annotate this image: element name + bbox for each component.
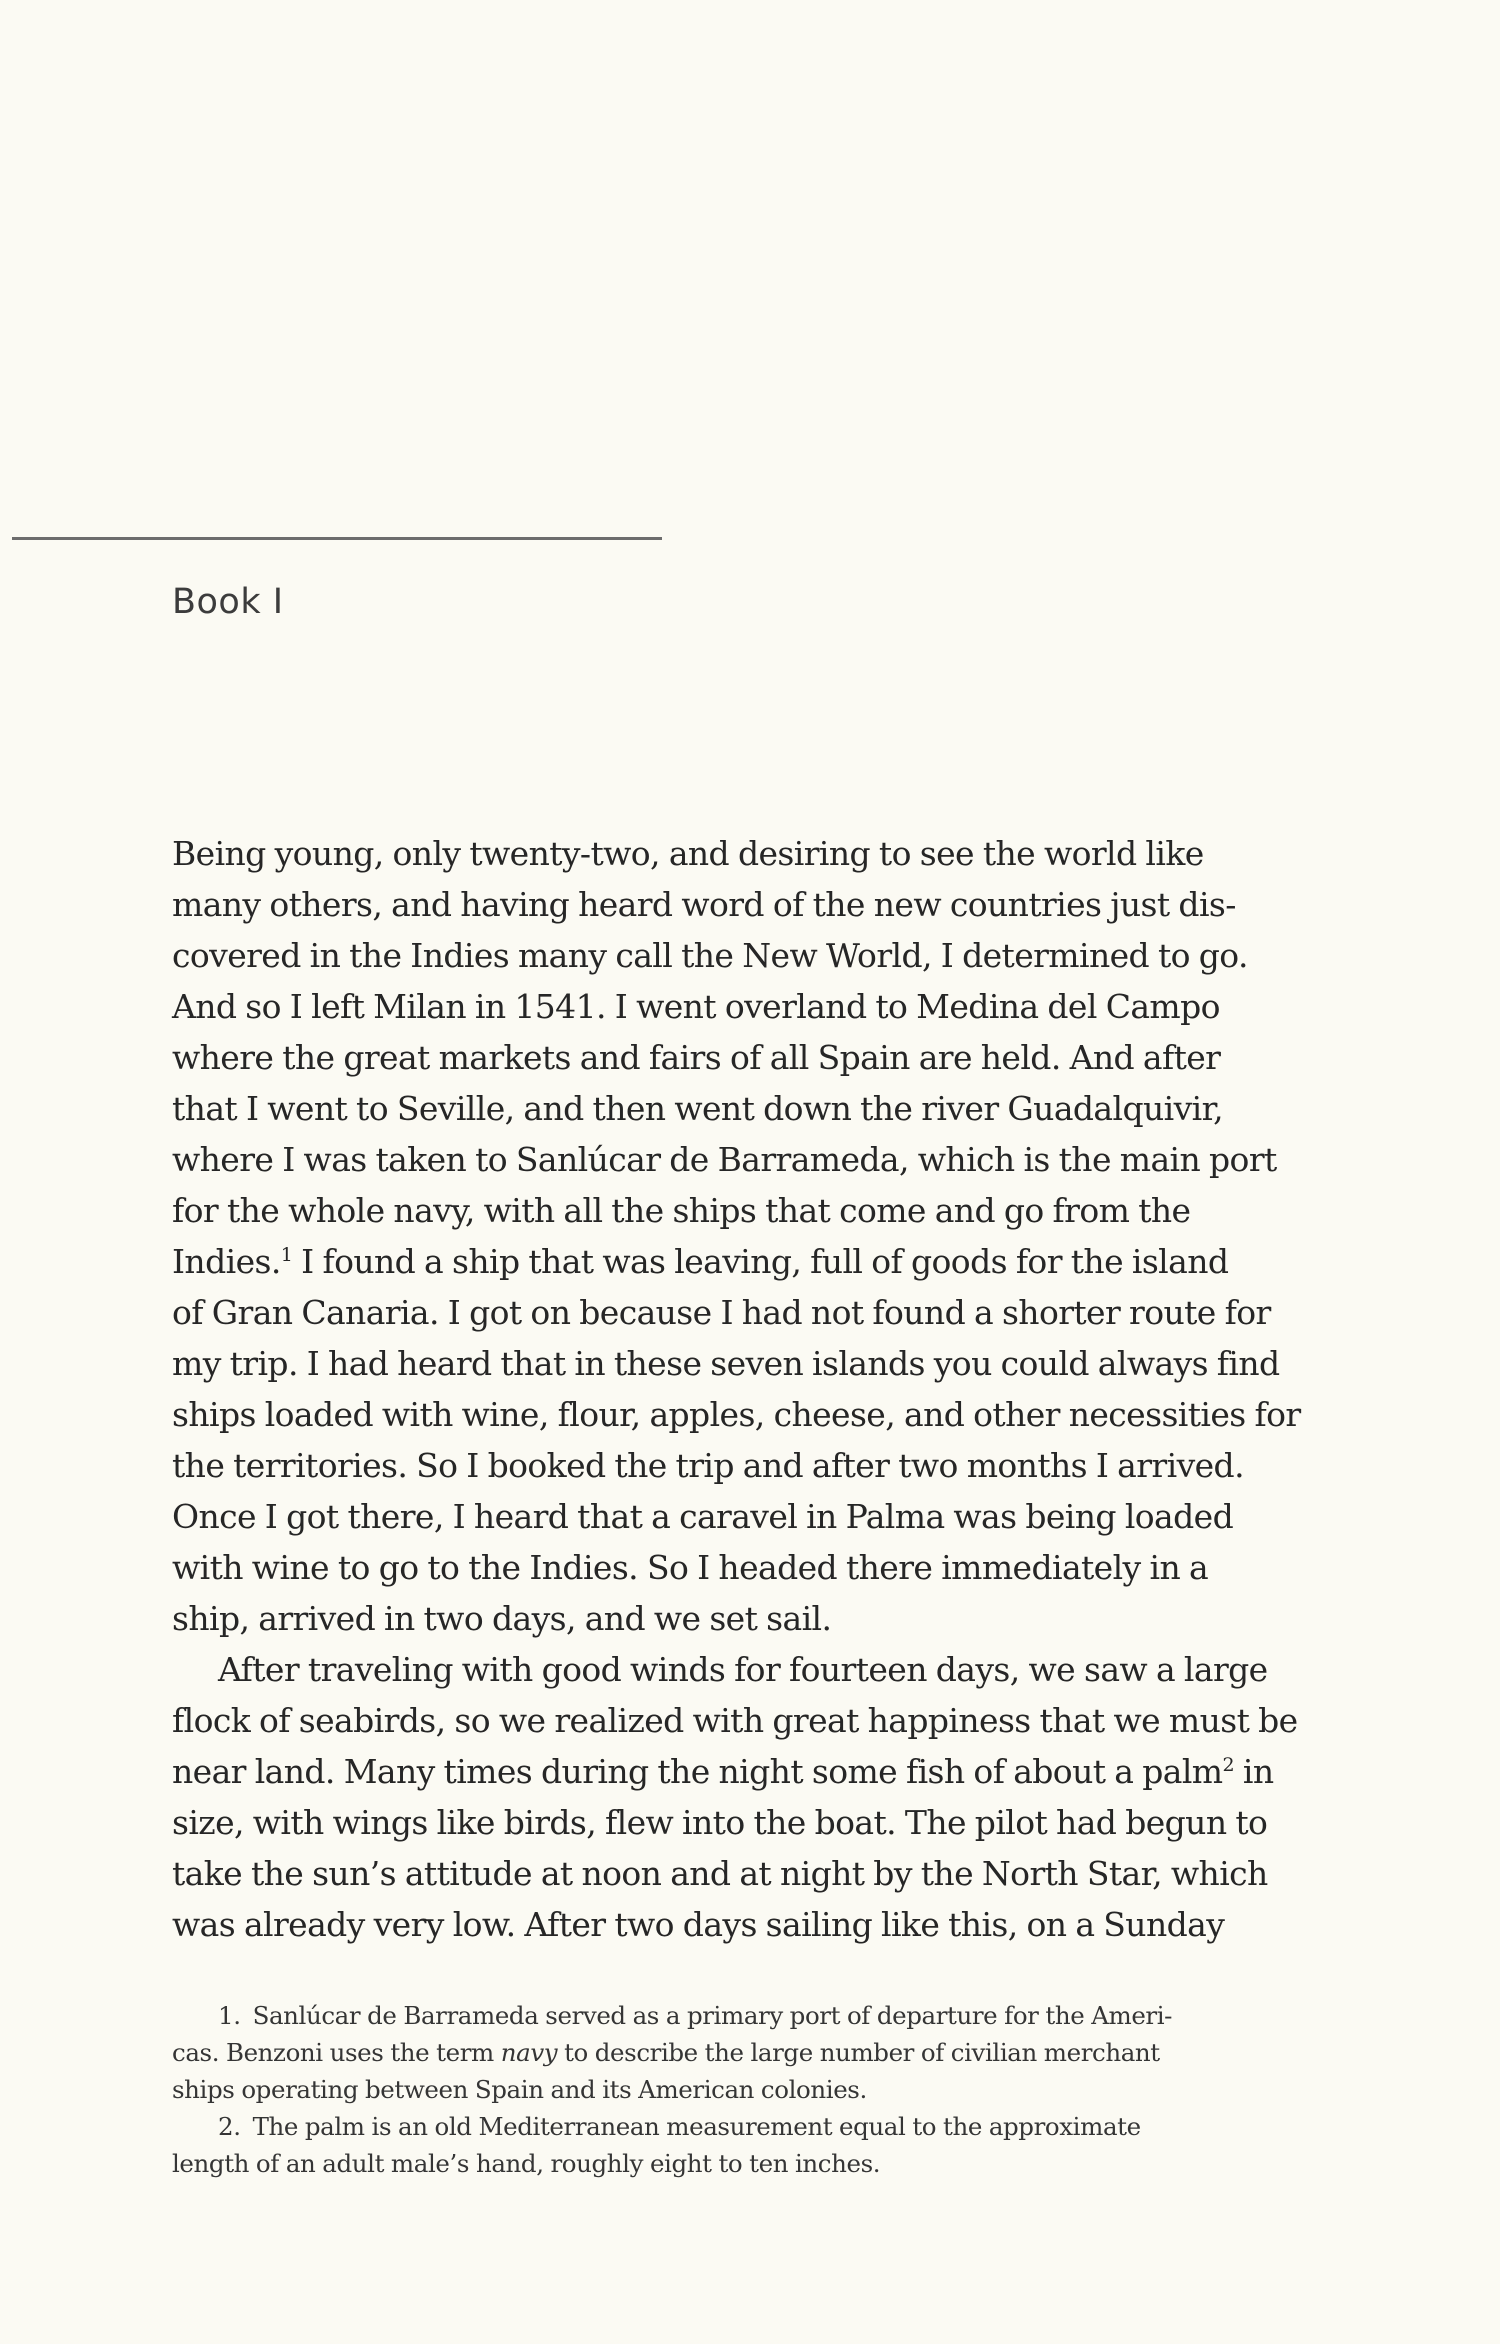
footnote-text: Sanlúcar de Barrameda served as a primary port of departure for the Ameri- (252, 2001, 1173, 2030)
footnote-ref-1[interactable]: 1 (280, 1244, 293, 1266)
text-line: the territories. So I booked the trip and after two months I arrived. (172, 1446, 1244, 1485)
text-line: take the sun’s attitude at noon and at night by the North Star, which (172, 1854, 1268, 1893)
text-line: of Gran Canaria. I got on because I had not found a shorter route for (172, 1293, 1271, 1332)
footnote-text: to describe the large number of civilian merchant (557, 2038, 1160, 2067)
text-line: Once I got there, I heard that a caravel in Palma was being loaded (172, 1497, 1234, 1536)
text-line: And so I left Milan in 1541. I went overland to Medina del Campo (172, 987, 1220, 1026)
chapter-rule (12, 537, 662, 540)
text-line: my trip. I had heard that in these seven islands you could always find (172, 1344, 1280, 1383)
text-line: After traveling with good winds for fourteen days, we saw a large (218, 1650, 1268, 1689)
footnote-text: cas. Benzoni uses the term (172, 2038, 501, 2067)
text-line: with wine to go to the Indies. So I headed there immediately in a (172, 1548, 1209, 1587)
footnote-text: The palm is an old Mediterranean measurement equal to the approximate (252, 2112, 1141, 2141)
text-line: flock of seabirds, so we realized with great happiness that we must be (172, 1701, 1298, 1740)
text-line: that I went to Seville, and then went down the river Guadalquivir, (172, 1089, 1224, 1128)
text-line: ship, arrived in two days, and we set sail. (172, 1599, 832, 1638)
body-text (172, 828, 1320, 1950)
footnote-2-line: length of an adult male’s hand, roughly eight to ten inches. (172, 2149, 881, 2178)
text-line: where the great markets and fairs of all Spain are held. And after (172, 1038, 1221, 1077)
footnote-1-line: ships operating between Spain and its American colonies. (172, 2075, 867, 2104)
chapter-title: Book I (172, 582, 284, 622)
text-line: Being young, only twenty-two, and desiring to see the world like (172, 834, 1204, 873)
footnote-2 (172, 2108, 1282, 2145)
text-fragment: Indies. (172, 1242, 281, 1281)
text-line: many others, and having heard word of the new countries just dis- (172, 885, 1236, 924)
footnotes (172, 1997, 1282, 2182)
footnote-emphasis: navy (500, 2038, 558, 2067)
text-line: for the whole navy, with all the ships that come and go from the (172, 1191, 1191, 1230)
text-fragment: I found a ship that was leaving, full of goods for the island (292, 1242, 1229, 1281)
text-line: where I was taken to Sanlúcar de Barrameda, which is the main port (172, 1140, 1277, 1179)
footnote-number: 2. (218, 2112, 241, 2141)
text-fragment: in (1233, 1752, 1274, 1791)
footnote-1 (172, 1997, 1282, 2034)
footnote-1-line (172, 2034, 1282, 2071)
text-line: covered in the Indies many call the New World, I determined to go. (172, 936, 1248, 975)
footnote-ref-2[interactable]: 2 (1222, 1754, 1234, 1776)
footnote-number: 1. (218, 2001, 241, 2030)
text-line (172, 1746, 1320, 1797)
text-fragment: near land. Many times during the night some fish of about a palm (172, 1752, 1223, 1791)
text-line (172, 1236, 1320, 1287)
text-line: was already very low. After two days sailing like this, on a Sunday (172, 1905, 1225, 1944)
text-line: size, with wings like birds, flew into the boat. The pilot had begun to (172, 1803, 1268, 1842)
text-line: ships loaded with wine, flour, apples, cheese, and other necessities for (172, 1395, 1301, 1434)
